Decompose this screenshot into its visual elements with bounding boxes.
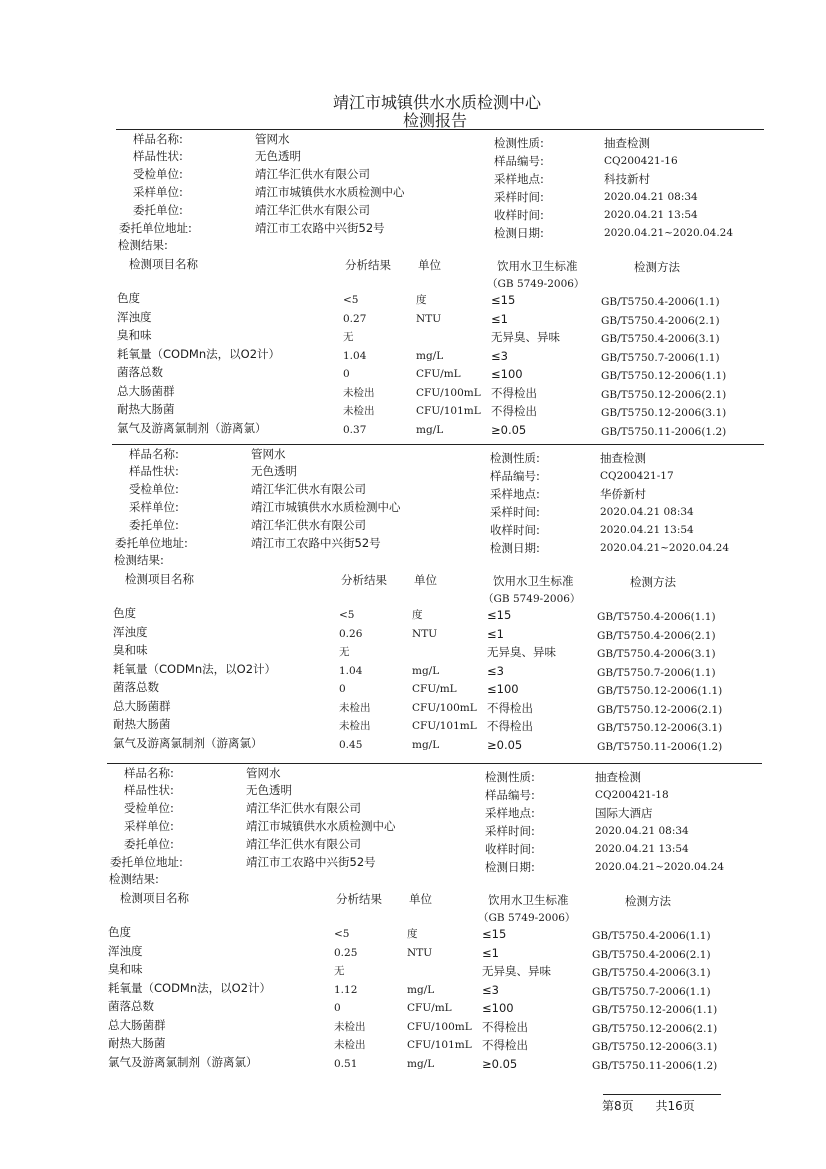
label-inspected-unit: 受检单位: [133, 167, 183, 181]
result-unit: mg/L [407, 984, 435, 996]
column-header-item: 检测项目名称 [120, 891, 189, 905]
result-value: 0.25 [334, 947, 358, 959]
result-value: 0.51 [334, 1058, 358, 1070]
result-item-name: 总大肠菌群 [108, 1018, 166, 1032]
section-top-rule [107, 763, 762, 764]
column-header-method: 检测方法 [630, 575, 676, 589]
result-unit: mg/L [412, 739, 440, 751]
column-header-result: 分析结果 [345, 258, 391, 272]
label-sample-name: 样品名称: [124, 766, 174, 780]
field-test-date: 2020.04.21~2020.04.24 [600, 542, 730, 554]
field-sample-nature: 无色透明 [246, 783, 292, 797]
field-inspected-unit: 靖江华汇供水有限公司 [251, 482, 366, 496]
result-item-name: 臭和味 [108, 962, 143, 976]
result-item-name: 氯气及游离氯制剂（游离氯） [113, 736, 263, 750]
section-top-rule [116, 129, 764, 130]
column-header-method: 检测方法 [625, 894, 671, 908]
result-method: GB/T5750.12-2006(2.1) [592, 1023, 718, 1035]
result-value: 无 [339, 646, 350, 658]
result-item-name: 浑浊度 [113, 625, 148, 639]
result-value: 1.12 [334, 984, 358, 996]
result-item-name: 菌落总数 [108, 999, 154, 1013]
column-header-unit: 单位 [418, 258, 441, 272]
result-unit: NTU [412, 628, 438, 640]
result-value: 无 [334, 965, 345, 977]
field-test-type: 抽查检测 [600, 451, 646, 465]
result-value: <5 [339, 609, 355, 621]
result-item-name: 耐热大肠菌 [113, 717, 171, 731]
label-receive-time: 收样时间: [494, 208, 544, 222]
result-item-name: 氯气及游离氯制剂（游离氯） [108, 1055, 258, 1069]
result-item-name: 臭和味 [113, 643, 148, 657]
result-method: GB/T5750.12-2006(3.1) [592, 1041, 718, 1053]
result-item-name: 总大肠菌群 [117, 384, 175, 398]
result-method: GB/T5750.4-2006(3.1) [601, 333, 720, 345]
label-client-address: 委托单位地址: [119, 221, 192, 235]
field-sampling-unit: 靖江市城镇供水水质检测中心 [251, 500, 401, 514]
result-method: GB/T5750.4-2006(3.1) [597, 648, 716, 660]
field-sampling-site: 科技新村 [604, 172, 650, 186]
result-value: 0.26 [339, 628, 363, 640]
result-method: GB/T5750.11-2006(1.2) [601, 426, 727, 438]
label-sample-nature: 样品性状: [133, 149, 183, 163]
result-standard: ≤3 [482, 983, 499, 997]
label-client-unit: 委托单位: [133, 203, 183, 217]
label-sample-no: 样品编号: [485, 788, 535, 802]
label-receive-time: 收样时间: [485, 842, 535, 856]
result-unit: CFU/mL [407, 1002, 452, 1014]
column-header-standard-code: （GB 5749-2006） [478, 912, 576, 924]
result-value: 0 [334, 1002, 341, 1014]
result-standard: ≤100 [482, 1001, 514, 1015]
page-number: 第8页 [602, 1099, 634, 1113]
label-sample-name: 样品名称: [129, 447, 179, 461]
result-standard: ≤15 [482, 927, 507, 941]
field-sampling-unit: 靖江市城镇供水水质检测中心 [255, 185, 405, 199]
result-unit: mg/L [407, 1058, 435, 1070]
result-method: GB/T5750.7-2006(1.1) [601, 352, 720, 364]
column-header-result: 分析结果 [341, 573, 387, 587]
label-sample-name: 样品名称: [133, 132, 183, 146]
result-method: GB/T5750.7-2006(1.1) [597, 667, 716, 679]
field-sample-no: CQ200421-17 [600, 470, 674, 482]
field-client-unit: 靖江华汇供水有限公司 [255, 203, 370, 217]
result-unit: CFU/100mL [412, 702, 477, 714]
label-client-unit: 委托单位: [129, 518, 179, 532]
field-test-type: 抽查检测 [595, 770, 641, 784]
result-item-name: 臭和味 [117, 328, 152, 342]
label-sampling-unit: 采样单位: [124, 819, 174, 833]
result-method: GB/T5750.12-2006(1.1) [592, 1004, 718, 1016]
result-item-name: 总大肠菌群 [113, 699, 171, 713]
field-receive-time: 2020.04.21 13:54 [600, 524, 694, 536]
field-sampling-site: 华侨新村 [600, 487, 646, 501]
result-value: 0.27 [343, 313, 367, 325]
label-sampling-site: 采样地点: [485, 806, 535, 820]
column-header-standard-code: （GB 5749-2006） [487, 278, 585, 290]
field-client-unit: 靖江华汇供水有限公司 [246, 837, 361, 851]
result-standard: ≥0.05 [487, 738, 523, 752]
result-item-name: 氯气及游离氯制剂（游离氯） [117, 421, 267, 435]
field-test-type: 抽查检测 [604, 136, 650, 150]
field-sample-nature: 无色透明 [255, 149, 301, 163]
column-header-unit: 单位 [414, 573, 437, 587]
label-sampling-time: 采样时间: [494, 190, 544, 204]
result-unit: NTU [416, 313, 442, 325]
result-standard: 不得检出 [487, 719, 533, 733]
result-standard: 无异臭、异味 [487, 645, 556, 659]
field-sample-name: 管网水 [251, 447, 286, 461]
result-standard: ≤1 [482, 946, 499, 960]
page-total: 共16页 [655, 1099, 695, 1113]
column-header-method: 检测方法 [634, 260, 680, 274]
field-sampling-time: 2020.04.21 08:34 [595, 825, 689, 837]
result-value: 未检出 [343, 405, 375, 417]
label-test-type: 检测性质: [490, 451, 540, 465]
field-receive-time: 2020.04.21 13:54 [595, 843, 689, 855]
result-standard: 不得检出 [487, 701, 533, 715]
field-client-address: 靖江市工农路中兴街52号 [251, 536, 381, 550]
result-method: GB/T5750.4-2006(2.1) [597, 630, 716, 642]
result-method: GB/T5750.4-2006(1.1) [601, 296, 720, 308]
result-standard: 不得检出 [491, 404, 537, 418]
result-standard: 不得检出 [482, 1038, 528, 1052]
result-value: 1.04 [339, 665, 363, 677]
result-value: 0.37 [343, 424, 367, 436]
result-value: <5 [343, 294, 359, 306]
result-standard: ≤3 [487, 664, 504, 678]
result-unit: mg/L [416, 350, 444, 362]
result-standard: ≤3 [491, 349, 508, 363]
result-unit: 度 [412, 609, 423, 621]
result-standard: ≤100 [491, 367, 523, 381]
result-standard: ≥0.05 [491, 423, 527, 437]
label-test-date: 检测日期: [490, 541, 540, 555]
label-test-type: 检测性质: [485, 770, 535, 784]
label-client-address: 委托单位地址: [115, 536, 188, 550]
label-sample-nature: 样品性状: [129, 464, 179, 478]
label-client-address: 委托单位地址: [110, 855, 183, 869]
result-item-name: 浑浊度 [108, 944, 143, 958]
label-inspected-unit: 受检单位: [129, 482, 179, 496]
result-unit: CFU/101mL [416, 405, 481, 417]
result-value: 未检出 [339, 702, 371, 714]
result-method: GB/T5750.4-2006(2.1) [601, 315, 720, 327]
result-value: 0 [339, 683, 346, 695]
field-sample-nature: 无色透明 [251, 464, 297, 478]
column-header-item: 检测项目名称 [129, 257, 198, 271]
field-sampling-time: 2020.04.21 08:34 [604, 191, 698, 203]
label-sampling-site: 采样地点: [490, 487, 540, 501]
result-value: 0 [343, 368, 350, 380]
result-standard: ≤100 [487, 682, 519, 696]
result-standard: ≤15 [491, 293, 516, 307]
result-item-name: 菌落总数 [113, 680, 159, 694]
footer-rule [603, 1094, 721, 1095]
result-item-name: 耗氧量（CODMn法，以O2计） [117, 347, 281, 361]
page-footer [602, 1097, 713, 1114]
field-receive-time: 2020.04.21 13:54 [604, 209, 698, 221]
result-method: GB/T5750.12-2006(2.1) [601, 389, 727, 401]
result-item-name: 耗氧量（CODMn法，以O2计） [113, 662, 277, 676]
field-sample-name: 管网水 [255, 132, 290, 146]
result-method: GB/T5750.4-2006(2.1) [592, 949, 711, 961]
result-method: GB/T5750.12-2006(3.1) [601, 407, 727, 419]
label-sampling-site: 采样地点: [494, 172, 544, 186]
result-standard: 无异臭、异味 [482, 964, 551, 978]
result-standard: 无异臭、异味 [491, 330, 560, 344]
result-unit: mg/L [416, 424, 444, 436]
result-method: GB/T5750.7-2006(1.1) [592, 986, 711, 998]
result-method: GB/T5750.12-2006(1.1) [601, 370, 727, 382]
label-test-type: 检测性质: [494, 136, 544, 150]
result-unit: CFU/100mL [416, 387, 481, 399]
result-value: 无 [343, 331, 354, 343]
field-sample-name: 管网水 [246, 766, 281, 780]
result-standard: ≤1 [487, 627, 504, 641]
result-method: GB/T5750.11-2006(1.2) [597, 741, 723, 753]
result-unit: 度 [407, 928, 418, 940]
field-test-date: 2020.04.21~2020.04.24 [604, 227, 734, 239]
result-item-name: 耐热大肠菌 [108, 1036, 166, 1050]
report-subtitle: 检测报告 [402, 111, 467, 130]
field-inspected-unit: 靖江华汇供水有限公司 [255, 167, 370, 181]
result-value: 0.45 [339, 739, 363, 751]
label-sample-nature: 样品性状: [124, 783, 174, 797]
field-sampling-unit: 靖江市城镇供水水质检测中心 [246, 819, 396, 833]
result-value: 1.04 [343, 350, 367, 362]
result-unit: CFU/mL [412, 683, 457, 695]
result-unit: CFU/101mL [412, 720, 477, 732]
result-method: GB/T5750.12-2006(3.1) [597, 722, 723, 734]
result-standard: ≤15 [487, 608, 512, 622]
label-sampling-unit: 采样单位: [129, 500, 179, 514]
field-client-address: 靖江市工农路中兴街52号 [255, 221, 385, 235]
report-title: 靖江市城镇供水水质检测中心 [332, 93, 541, 112]
result-value: 未检出 [334, 1021, 366, 1033]
result-standard: ≥0.05 [482, 1057, 518, 1071]
label-test-date: 检测日期: [485, 860, 535, 874]
field-inspected-unit: 靖江华汇供水有限公司 [246, 801, 361, 815]
column-header-unit: 单位 [409, 892, 432, 906]
section-top-rule [112, 444, 764, 445]
result-value: 未检出 [334, 1039, 366, 1051]
column-header-item: 检测项目名称 [125, 572, 194, 586]
result-item-name: 耐热大肠菌 [117, 402, 175, 416]
field-sampling-site: 国际大酒店 [595, 806, 653, 820]
field-client-unit: 靖江华汇供水有限公司 [251, 518, 366, 532]
result-item-name: 浑浊度 [117, 310, 152, 324]
result-item-name: 色度 [117, 291, 140, 305]
column-header-standard-code: （GB 5749-2006） [483, 593, 581, 605]
label-sampling-time: 采样时间: [485, 824, 535, 838]
field-test-date: 2020.04.21~2020.04.24 [595, 861, 725, 873]
result-unit: mg/L [412, 665, 440, 677]
result-unit: CFU/101mL [407, 1039, 472, 1051]
results-heading: 检测结果: [114, 553, 164, 567]
label-sampling-unit: 采样单位: [133, 185, 183, 199]
result-standard: ≤1 [491, 312, 508, 326]
column-header-standard: 饮用水卫生标准 [488, 893, 569, 907]
label-client-unit: 委托单位: [124, 837, 174, 851]
result-unit: CFU/mL [416, 368, 461, 380]
field-client-address: 靖江市工农路中兴街52号 [246, 855, 376, 869]
result-method: GB/T5750.12-2006(1.1) [597, 685, 723, 697]
result-method: GB/T5750.4-2006(3.1) [592, 967, 711, 979]
results-heading: 检测结果: [109, 872, 159, 886]
label-sample-no: 样品编号: [490, 469, 540, 483]
result-value: 未检出 [343, 387, 375, 399]
result-value: <5 [334, 928, 350, 940]
result-item-name: 菌落总数 [117, 365, 163, 379]
label-inspected-unit: 受检单位: [124, 801, 174, 815]
result-unit: NTU [407, 947, 433, 959]
result-method: GB/T5750.4-2006(1.1) [597, 611, 716, 623]
column-header-result: 分析结果 [336, 892, 382, 906]
result-unit: CFU/100mL [407, 1021, 472, 1033]
result-method: GB/T5750.12-2006(2.1) [597, 704, 723, 716]
label-test-date: 检测日期: [494, 226, 544, 240]
result-standard: 不得检出 [491, 386, 537, 400]
result-item-name: 色度 [113, 606, 136, 620]
result-standard: 不得检出 [482, 1020, 528, 1034]
field-sampling-time: 2020.04.21 08:34 [600, 506, 694, 518]
result-method: GB/T5750.4-2006(1.1) [592, 930, 711, 942]
result-method: GB/T5750.11-2006(1.2) [592, 1060, 718, 1072]
result-item-name: 色度 [108, 925, 131, 939]
label-sample-no: 样品编号: [494, 154, 544, 168]
field-sample-no: CQ200421-18 [595, 789, 669, 801]
result-unit: 度 [416, 294, 427, 306]
results-heading: 检测结果: [118, 238, 168, 252]
column-header-standard: 饮用水卫生标准 [497, 259, 578, 273]
label-receive-time: 收样时间: [490, 523, 540, 537]
label-sampling-time: 采样时间: [490, 505, 540, 519]
column-header-standard: 饮用水卫生标准 [493, 574, 574, 588]
field-sample-no: CQ200421-16 [604, 155, 678, 167]
result-value: 未检出 [339, 720, 371, 732]
result-item-name: 耗氧量（CODMn法，以O2计） [108, 981, 272, 995]
